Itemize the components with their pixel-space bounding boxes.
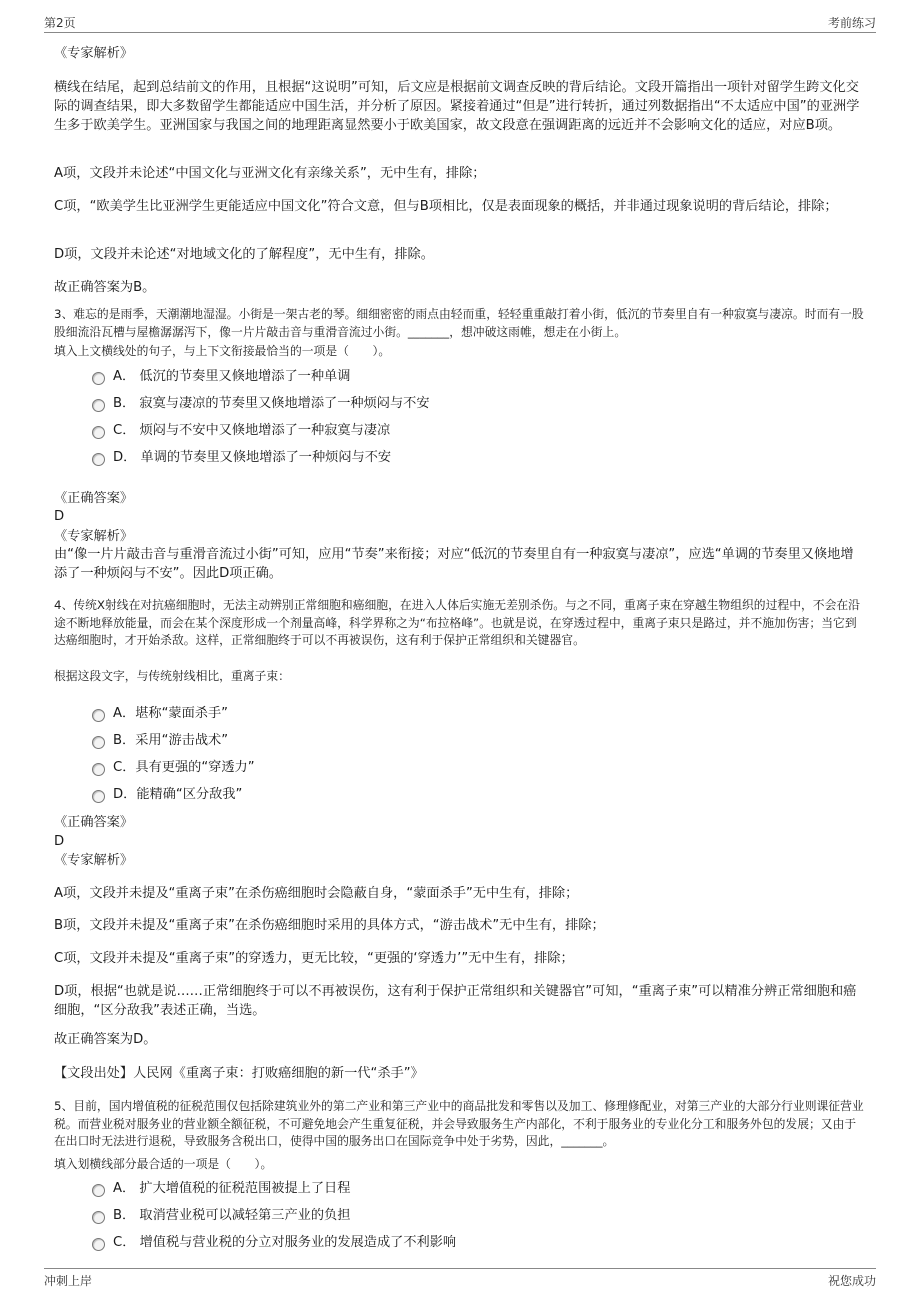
analysis-item-c: C项，“欧美学生比亚洲学生更能适应中国文化”符合文意，但与B项相比，仅是表面现象的概括，并非通过现象说明的背后结论，排除； [54,199,838,214]
source-citation: 【文段出处】人民网《重离子束：打败癌细胞的新一代“杀手”》 [54,1066,424,1081]
header-divider [44,32,876,33]
question-5-option-a[interactable] [92,1179,350,1198]
question-3-option-d[interactable] [92,448,391,467]
question-5-prompt: 填入划横线部分最合适的一项是（ ）。 [54,1157,273,1171]
question-3-stem: 3、难忘的是雨季，天潮潮地湿湿。小街是一架古老的琴。细细密密的雨点由轻而重，轻轻重重敲打着小街，低沉的节奏里自有一种寂寞与凄凉。时而有一股股细流沿瓦槽与屋檐潺潺泻下，像一片片敲击音与重滑音流过小街。_______，想冲破这雨帷，想走在小街上。 [54,307,864,339]
option-label: A． 扩大增值税的征税范围被提上了日程 [113,1181,351,1196]
option-label: D．能精确“区分敌我” [113,787,243,802]
radio-button[interactable] [92,736,105,749]
correct-answer: D [54,509,65,524]
analysis-item-b: B项，文段并未提及“重离子束”在杀伤癌细胞时采用的具体方式，“游击战术”无中生有，排除； [54,918,605,933]
option-label: D． 单调的节奏里又倏地增添了一种烦闷与不安 [113,450,392,465]
expert-analysis-label: 《专家解析》 [54,529,134,544]
question-5-option-b[interactable] [92,1206,350,1225]
page-footer [44,1270,876,1290]
analysis-item-a: A项，文段并未提及“重离子束”在杀伤癌细胞时会隐蔽自身，“蒙面杀手”无中生有，排除； [54,886,579,901]
option-label: B． 寂寞与凄凉的节奏里又倏地增添了一种烦闷与不安 [113,396,430,411]
question-3-prompt: 填入上文横线处的句子，与上下文衔接最恰当的一项是（ ）。 [54,344,391,358]
correct-answer: D [54,834,65,849]
radio-button[interactable] [92,763,105,776]
option-label: A．堪称“蒙面杀手” [113,706,228,721]
radio-button[interactable] [92,790,105,803]
radio-button[interactable] [92,1238,105,1251]
question-4-option-a[interactable] [92,704,228,723]
expert-analysis-label: 《专家解析》 [54,853,134,868]
correct-answer-label: 《正确答案》 [54,815,134,830]
radio-button[interactable] [92,453,105,466]
option-label: C． 烦闷与不安中又倏地增添了一种寂寞与凄凉 [113,423,391,438]
option-label: C．具有更强的“穿透力” [113,760,255,775]
radio-button[interactable] [92,399,105,412]
analysis-item-d: D项，根据“也就是说……正常细胞终于可以不再被误伤，这有利于保护正常组织和关键器官”可知，“重离子束”可以精准分辨正常细胞和癌细胞，“区分敌我”表述正确，当选。 [54,984,857,1018]
page-number: 第2页 [44,15,76,30]
expert-analysis-text: 由“像一片片敲击音与重滑音流过小街”可知，应用“节奏”来衔接；对应“低沉的节奏里自有一种寂寞与凄凉”，应选“单调的节奏里又倏地增添了一种烦闷与不安”。因此D项正确。 [54,547,854,581]
question-4-option-b[interactable] [92,731,228,750]
option-label: C． 增值税与营业税的分立对服务业的发展造成了不利影响 [113,1235,457,1250]
option-label: B．采用“游击战术” [113,733,229,748]
footer-divider [44,1268,876,1269]
conclusion: 故正确答案为B。 [54,280,156,295]
analysis-item-c: C项，文段并未提及“重离子束”的穿透力，更无比较，“更强的‘穿透力’”无中生有，排除； [54,951,574,966]
question-4-option-c[interactable] [92,758,255,777]
expert-analysis-label: 《专家解析》 [54,46,134,61]
footer-left: 冲刺上岸 [44,1273,93,1288]
conclusion: 故正确答案为D。 [54,1032,157,1047]
header-title: 考前练习 [827,15,876,30]
question-3-option-a[interactable] [92,367,350,386]
analysis-item-d: D项，文段并未论述“对地域文化的了解程度”，无中生有，排除。 [54,247,434,262]
option-label: A． 低沉的节奏里又倏地增添了一种单调 [113,369,351,384]
question-3-option-c[interactable] [92,421,390,440]
page-header [44,12,876,32]
question-4-prompt: 根据这段文字，与传统射线相比，重离子束： [54,669,290,683]
analysis-item-a: A项，文段并未论述“中国文化与亚洲文化有亲缘关系”，无中生有，排除； [54,166,486,181]
question-4-stem: 4、传统X射线在对抗癌细胞时，无法主动辨别正常细胞和癌细胞，在进入人体后实施无差别杀伤。与之不同，重离子束在穿越生物组织的过程中，不会在沿途不断地释放能量，而会在某个深度形成一个剂量高峰，科学界称之为“布拉格峰”。也就是说，在穿透过程中，重离子束只是路过，并不施加伤害；当它到达癌细胞时，才开始杀敌。这样，正常细胞终于可以不再被误伤，这有利于保护正常组织和关键器官。 [54,598,860,647]
question-3-option-b[interactable] [92,394,430,413]
correct-answer-label: 《正确答案》 [54,491,134,506]
radio-button[interactable] [92,426,105,439]
radio-button[interactable] [92,709,105,722]
question-5-option-c[interactable] [92,1233,456,1252]
question-5-stem: 5、目前，国内增值税的征税范围仅包括除建筑业外的第二产业和第三产业中的商品批发和零售以及加工、修理修配业，对第三产业的大部分行业则课征营业税。而营业税对服务业的营业额全额征税，不可避免地会产生重复征税，并会导致服务生产内部化，不利于服务业的专业化分工和服务外包的发展；又由于在出口时无法进行退税，导致服务含税出口，使得中国的服务出口在国际竞争中处于劣势，因此，_______。 [54,1099,864,1148]
footer-right: 祝您成功 [827,1273,876,1288]
radio-button[interactable] [92,1184,105,1197]
radio-button[interactable] [92,1211,105,1224]
option-label: B． 取消营业税可以减轻第三产业的负担 [113,1208,351,1223]
expert-analysis-text: 横线在结尾，起到总结前文的作用，且根据“这说明”可知，后文应是根据前文调查反映的背后结论。文段开篇指出一项针对留学生跨文化交际的调查结果，即大多数留学生都能适应中国生活，并分析了原因。紧接着通过“但是”进行转折，通过列数据指出“不太适应中国”的亚洲学生多于欧美学生。亚洲国家与我国之间的地理距离显然要小于欧美国家，故文段意在强调距离的远近并不会影响文化的适应，对应B项。 [54,80,860,133]
radio-button[interactable] [92,372,105,385]
question-4-option-d[interactable] [92,785,242,804]
